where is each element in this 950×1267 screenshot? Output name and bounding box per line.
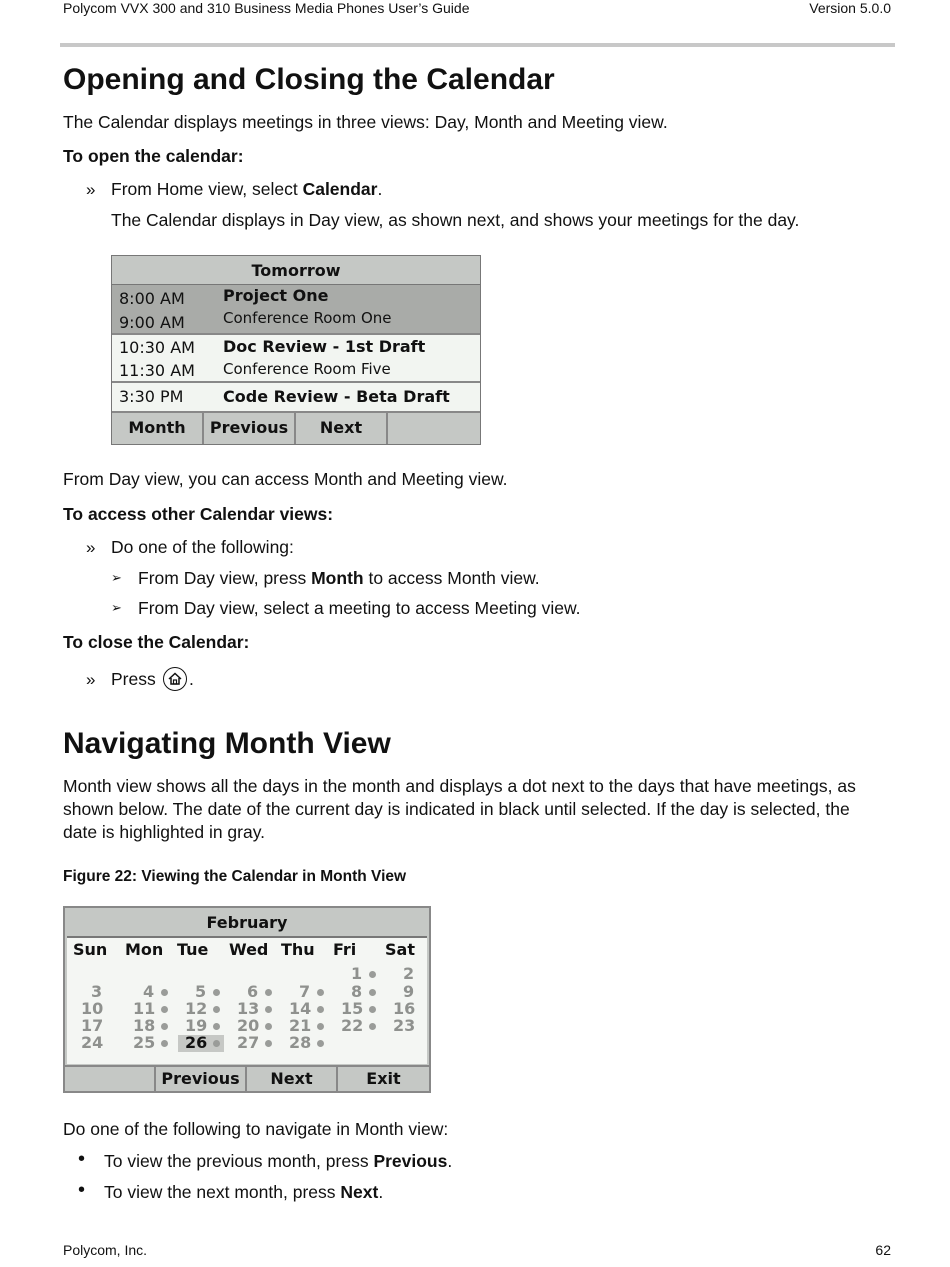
calendar-day[interactable]: 28 — [289, 1033, 312, 1052]
step-marker: » — [86, 538, 96, 557]
open-calendar-label: To open the calendar: — [63, 146, 244, 166]
open-step-text: From Home view, select — [111, 179, 303, 199]
figure-caption: Figure 22: Viewing the Calendar in Month View — [63, 868, 407, 885]
softkey-next: Next — [296, 413, 388, 444]
calendar-day[interactable]: 14 — [289, 999, 312, 1018]
day-of-week-header: Mon — [125, 940, 164, 959]
meeting-start: 3:30 PM — [119, 387, 184, 406]
access-text: From Day view, you can access Month and Meeting view. — [63, 469, 508, 489]
meeting-name: Code Review - Beta Draft — [223, 387, 450, 406]
day-view-meeting — [112, 383, 480, 413]
meeting-dot-icon — [369, 1006, 376, 1013]
access-views-label: To access other Calendar views: — [63, 504, 334, 524]
calendar-day[interactable]: 4 — [143, 982, 155, 1001]
month-term: Month — [311, 568, 364, 588]
open-step-period: . — [377, 179, 383, 199]
calendar-day[interactable]: 11 — [133, 999, 156, 1018]
nav-intro: Do one of the following to navigate in Month view: — [63, 1119, 449, 1139]
day-view-screenshot — [111, 255, 481, 445]
press-text: Press — [111, 669, 156, 689]
meeting-dot-icon — [369, 971, 376, 978]
arrow-bullet-icon: ➢ — [111, 600, 122, 615]
press-period: . — [189, 669, 194, 689]
calendar-day[interactable]: 7 — [299, 982, 311, 1001]
meeting-start: 8:00 AM — [119, 289, 185, 308]
calendar-day[interactable]: 5 — [195, 982, 207, 1001]
meeting-room: Conference Room One — [223, 309, 392, 327]
month-view-description: Month view shows all the days in the month and displays a dot next to the days that have meetings, as shown below. The date of the current day is indicated in black until selected. If the day is selected, the date is highlighted in gray. — [63, 776, 856, 842]
meeting-dot-icon — [265, 1006, 272, 1013]
nav-next-text: To view the next month, press — [104, 1182, 341, 1202]
calendar-day[interactable]: 25 — [133, 1033, 156, 1052]
day-view-meeting — [112, 285, 480, 335]
meeting-dot-icon — [317, 1006, 324, 1013]
calendar-day[interactable]: 15 — [341, 999, 364, 1018]
meeting-start: 10:30 AM — [119, 338, 195, 357]
day-of-week-header: Sat — [385, 940, 415, 959]
meeting-dot-icon — [161, 1040, 168, 1047]
nav-next-item — [104, 1181, 383, 1204]
calendar-day[interactable]: 8 — [351, 982, 363, 1001]
footer-page-number: 62 — [875, 1242, 891, 1258]
month-view-softkeys — [65, 1065, 429, 1093]
meeting-dot-icon — [161, 1023, 168, 1030]
calendar-day[interactable]: 26 — [185, 1033, 208, 1052]
calendar-day[interactable]: 17 — [81, 1016, 104, 1035]
meeting-dot-icon — [317, 1040, 324, 1047]
day-of-week-header: Tue — [177, 940, 209, 959]
calendar-day[interactable]: 27 — [237, 1033, 260, 1052]
calendar-day[interactable]: 1 — [351, 964, 363, 983]
nav-next-end: . — [378, 1182, 384, 1202]
step-marker: » — [86, 180, 96, 199]
nav-previous-text: To view the previous month, press — [104, 1151, 374, 1171]
footer-company: Polycom, Inc. — [63, 1242, 148, 1258]
calendar-day[interactable]: 21 — [289, 1016, 312, 1035]
next-term: Next — [340, 1182, 379, 1202]
meeting-dot-icon — [213, 1006, 220, 1013]
calendar-day[interactable]: 6 — [247, 982, 259, 1001]
open-result: The Calendar displays in Day view, as shown next, and shows your meetings for the day. — [111, 210, 800, 230]
nav-previous-item — [104, 1150, 452, 1173]
softkey-exit: Exit — [366, 1069, 401, 1088]
meeting-dot-icon — [213, 1023, 220, 1030]
home-key-icon — [163, 667, 187, 691]
sub-step-month-end: to access Month view. — [363, 568, 540, 588]
day-view-meeting — [112, 335, 480, 383]
meeting-name: Doc Review - 1st Draft — [223, 337, 426, 356]
previous-term: Previous — [373, 1151, 448, 1171]
sub-step-month-text: From Day view, press — [138, 568, 312, 588]
calendar-intro: The Calendar displays meetings in three views: Day, Month and Meeting view. — [63, 112, 668, 132]
calendar-day[interactable]: 9 — [403, 982, 415, 1001]
bullet-icon: • — [78, 1148, 86, 1170]
meeting-room: Conference Room Five — [223, 360, 391, 378]
softkey-previous: Previous — [156, 1067, 247, 1093]
softkey-empty — [65, 1067, 156, 1093]
section-heading-month-view: Navigating Month View — [63, 727, 391, 760]
meeting-dot-icon — [161, 989, 168, 996]
bullet-icon: • — [78, 1179, 86, 1201]
month-view-screenshot — [63, 906, 431, 1093]
day-of-week-header: Sun — [73, 940, 108, 959]
meeting-dot-icon — [265, 989, 272, 996]
softkey-empty — [388, 413, 480, 444]
day-view-title: Tomorrow — [112, 256, 480, 285]
day-view-softkeys — [112, 413, 480, 444]
calendar-day[interactable]: 23 — [393, 1016, 416, 1035]
section-heading-opening-closing: Opening and Closing the Calendar — [63, 63, 555, 96]
calendar-term: Calendar — [302, 179, 378, 199]
calendar-day[interactable]: 10 — [81, 999, 104, 1018]
calendar-day[interactable]: 20 — [237, 1016, 260, 1035]
calendar-day[interactable]: 16 — [393, 999, 416, 1018]
sub-step-month — [138, 567, 540, 590]
open-step — [111, 178, 382, 201]
month-view-title: February — [67, 908, 427, 938]
day-of-week-header: Wed — [229, 940, 269, 959]
nav-previous-end: . — [447, 1151, 453, 1171]
calendar-day[interactable]: 12 — [185, 999, 208, 1018]
softkey-next: Next — [247, 1067, 338, 1093]
calendar-day[interactable]: 19 — [185, 1016, 208, 1035]
softkey-month: Month — [112, 413, 204, 444]
meeting-dot-icon — [265, 1023, 272, 1030]
calendar-day[interactable]: 2 — [403, 964, 415, 983]
doc-header-version: Version 5.0.0 — [809, 0, 891, 16]
doc-header-title: Polycom VVX 300 and 310 Business Media Phones User’s Guide — [63, 0, 470, 16]
day-of-week-header: Fri — [333, 940, 357, 959]
sub-step-meeting: From Day view, select a meeting to access Meeting view. — [138, 598, 581, 618]
step-marker: » — [86, 670, 96, 689]
meeting-dot-icon — [369, 989, 376, 996]
meeting-name: Project One — [223, 286, 329, 305]
meeting-dot-icon — [369, 1023, 376, 1030]
close-calendar-label: To close the Calendar: — [63, 632, 250, 652]
meeting-end: 9:00 AM — [119, 313, 185, 332]
meeting-dot-icon — [213, 989, 220, 996]
header-rule — [60, 43, 895, 47]
softkey-previous: Previous — [204, 413, 296, 444]
calendar-day[interactable]: 3 — [91, 982, 103, 1001]
meeting-dot-icon — [161, 1006, 168, 1013]
meeting-dot-icon — [265, 1040, 272, 1047]
calendar-day[interactable]: 22 — [341, 1016, 364, 1035]
meeting-dot-icon — [317, 1023, 324, 1030]
month-grid — [67, 938, 427, 1064]
arrow-bullet-icon: ➢ — [111, 570, 122, 585]
meeting-end: 11:30 AM — [119, 361, 195, 380]
calendar-day[interactable]: 18 — [133, 1016, 156, 1035]
calendar-day[interactable]: 13 — [237, 999, 260, 1018]
calendar-day[interactable]: 24 — [81, 1033, 104, 1052]
day-of-week-header: Thu — [281, 940, 315, 959]
meeting-dot-icon — [213, 1040, 220, 1047]
meeting-dot-icon — [317, 989, 324, 996]
do-one-text: Do one of the following: — [111, 537, 294, 557]
